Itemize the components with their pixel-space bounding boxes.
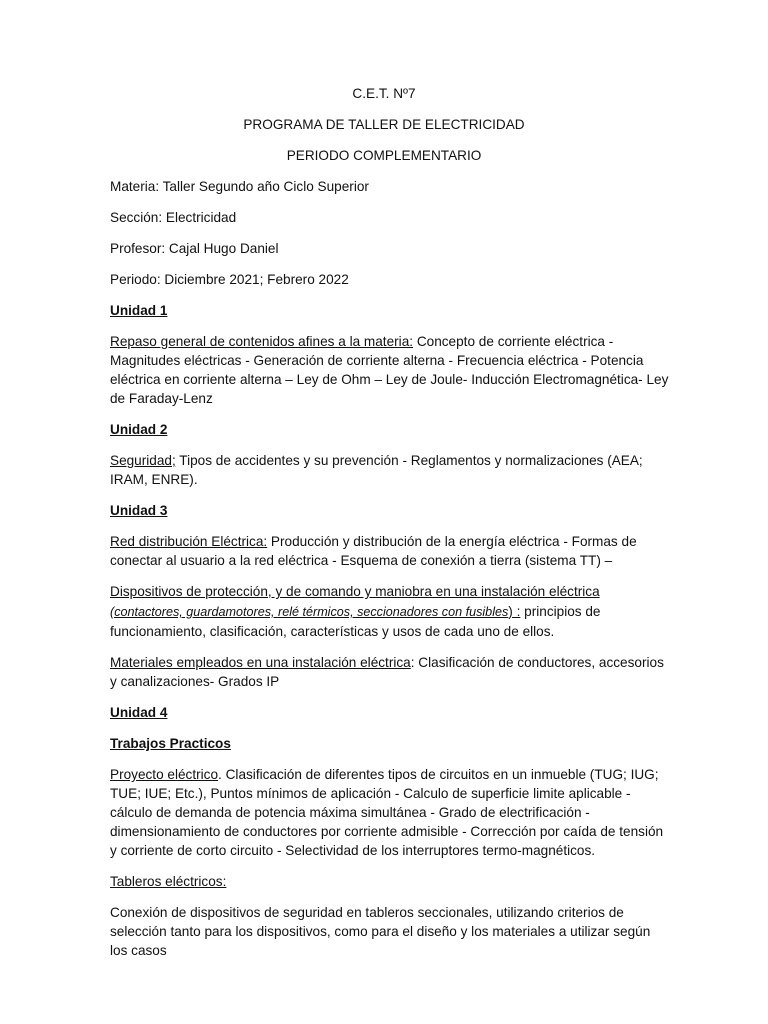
unidad1-text: Concepto de corriente eléctrica - Magnitudes eléctricas - Generación de corriente alterna - Frecuencia eléctrica - Potencia eléctrica en corriente alterna – Ley de Ohm – Ley de Joule- Inducción Electromagnética- Ley de Faraday-Lenz (110, 334, 669, 406)
unidad4-paragraph-3: Conexión de dispositivos de seguridad en tableros seccionales, utilizando criterios de selección tanto para los dispositivos, como para el diseño y los materiales a utilizar según los casos (110, 905, 651, 958)
document-body (110, 84, 670, 972)
unidad3-p2-close: ) : (508, 604, 521, 619)
profesor-line: Profesor: Cajal Hugo Daniel (110, 241, 279, 256)
unidad2-paragraph (110, 451, 670, 489)
unidad3-paragraph-2 (110, 582, 670, 641)
unidad2-label: Seguridad; (110, 453, 176, 468)
unidad1-heading: Unidad 1 (110, 303, 168, 318)
unidad3-p1-text: Producción y distribución de la energía eléctrica - Formas de conectar al usuario a la red eléctrica - Esquema de conexión a tierra (sistema TT) – (110, 534, 637, 568)
unidad2-text: Tipos de accidentes y su prevención - Reglamentos y normalizaciones (AEA; IRAM, ENRE). (110, 453, 643, 487)
unidad3-paragraph-3 (110, 653, 670, 691)
unidad4-paragraph-1 (110, 765, 670, 860)
unidad1-paragraph (110, 332, 670, 408)
seccion-line: Sección: Electricidad (110, 210, 237, 225)
unidad4-p2-label: Tableros eléctricos: (110, 874, 227, 889)
unidad3-p2-italic: (contactores, guardamotores, relé térmicos, seccionadores con fusibles (110, 605, 509, 619)
school-title: C.E.T. Nº7 (352, 86, 416, 101)
unidad4-subheading: Trabajos Practicos (110, 736, 231, 751)
unidad3-heading: Unidad 3 (110, 503, 168, 518)
period-title: PERIODO COMPLEMENTARIO (286, 148, 482, 163)
unidad3-p3-label: Materiales empleados en una instalación eléctrica (110, 655, 411, 670)
unidad3-p2-text: principios de funcionamiento, clasificación, características y usos de cada uno de ellos. (110, 604, 601, 639)
unidad3-p3-text: : Clasificación de conductores, accesorios y canalizaciones- Grados IP (110, 655, 664, 689)
unidad4-p1-text: . Clasificación de diferentes tipos de circuitos en un inmueble (TUG; IUG; TUE; IUE; Etc.), Puntos mínimos de aplicación - Calculo de superficie limite aplicable - cálculo de demanda de potencia máxima simultánea - Grado de electrificación - dimensionamiento de conductores por corriente admisible - Corrección por caída de tensión y corriente de corto circuito - Selectividad de los interruptores termo-magnéticos. (110, 767, 664, 858)
unidad3-p2-label-text: Dispositivos de protección, y de comando y maniobra en una instalación eléctrica (110, 584, 600, 599)
unidad4-p1-label: Proyecto eléctrico (110, 767, 219, 782)
unidad2-heading: Unidad 2 (110, 422, 168, 437)
unidad3-p1-label: Red distribución Eléctrica: (110, 534, 268, 549)
periodo-line: Periodo: Diciembre 2021; Febrero 2022 (110, 272, 349, 287)
program-title: PROGRAMA DE TALLER DE ELECTRICIDAD (243, 117, 525, 132)
unidad4-heading: Unidad 4 (110, 705, 168, 720)
unidad3-paragraph-1 (110, 532, 670, 570)
unidad1-label: Repaso general de contenidos afines a la materia: (110, 334, 414, 349)
materia-line: Materia: Taller Segundo año Ciclo Superior (110, 179, 369, 194)
